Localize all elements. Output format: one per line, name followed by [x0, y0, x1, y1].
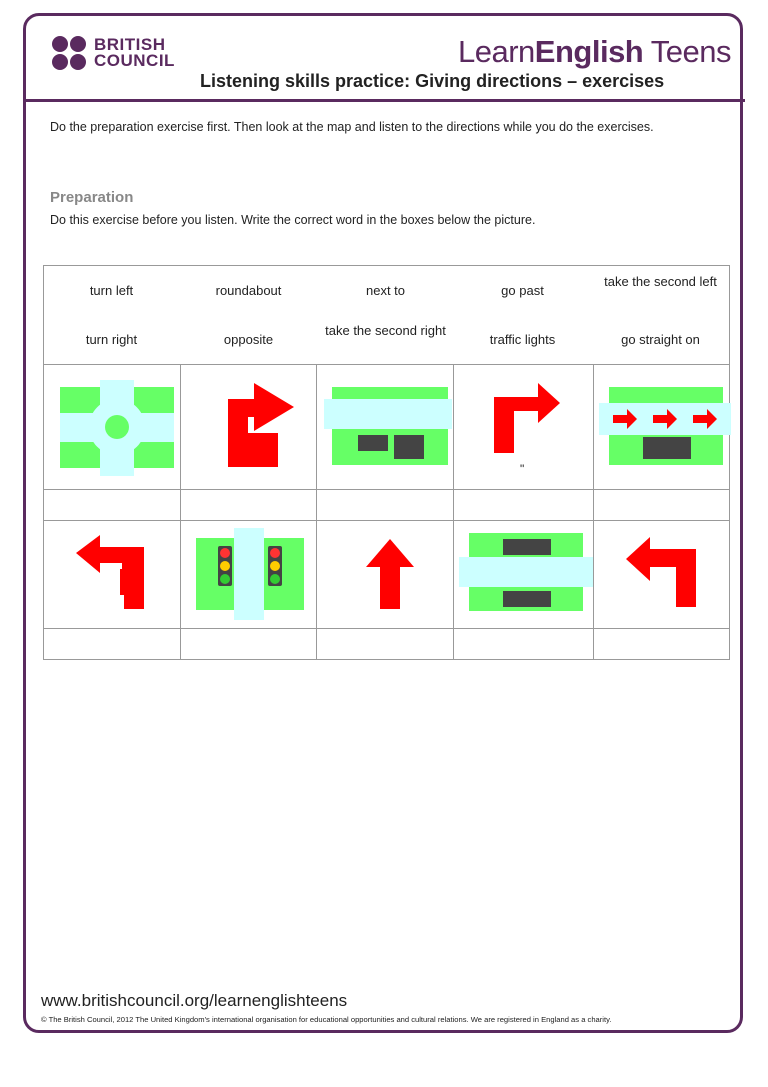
go-straight-on-picture [364, 537, 416, 611]
go-past-picture [599, 385, 731, 467]
preparation-heading: Preparation [50, 189, 134, 206]
turn-right-picture [226, 381, 296, 471]
british-council-dots-icon [52, 36, 86, 70]
traffic-lights-picture [194, 528, 306, 620]
word-item: opposite [223, 332, 274, 347]
page-title: Listening skills practice: Giving directions – exercises [200, 71, 665, 91]
footer-copyright: © The British Council, 2012 The United Kingdom's international organisation for educational opportunities and cultural relations. We are registered in England as a charity. [41, 1015, 612, 1024]
opposite-picture [459, 531, 593, 613]
word-item: take the second right [325, 323, 446, 338]
british-council-logo [52, 36, 175, 70]
turn-left-arrow-picture [624, 535, 698, 609]
preparation-instruction: Do this exercise before you listen. Write the correct word in the boxes below the picture. [50, 213, 536, 227]
picture-grid [43, 364, 730, 660]
british-council-wordmark: BRITISH COUNCIL [94, 35, 175, 70]
header-rule [23, 99, 745, 102]
word-item: turn right [85, 332, 138, 347]
answer-mark: " [520, 462, 525, 476]
word-item: turn left [89, 283, 134, 298]
footer-url[interactable]: www.britishcouncil.org/learnenglishteens [41, 991, 348, 1010]
word-item: go straight on [621, 332, 700, 347]
word-item: take the second left [604, 274, 717, 289]
turn-right-arrow-picture [492, 381, 562, 453]
turn-left-picture [74, 533, 146, 611]
roundabout-picture [58, 380, 176, 476]
word-item: go past [501, 283, 544, 298]
word-item: next to [365, 283, 406, 298]
learnenglish-teens-logo: LearnEnglish Teens [458, 34, 732, 69]
intro-text: Do the preparation exercise first. Then look at the map and listen to the directions while you do the exercises. [50, 120, 654, 134]
word-item: roundabout [215, 283, 282, 298]
word-item: traffic lights [489, 332, 556, 347]
next-to-picture [324, 385, 452, 467]
